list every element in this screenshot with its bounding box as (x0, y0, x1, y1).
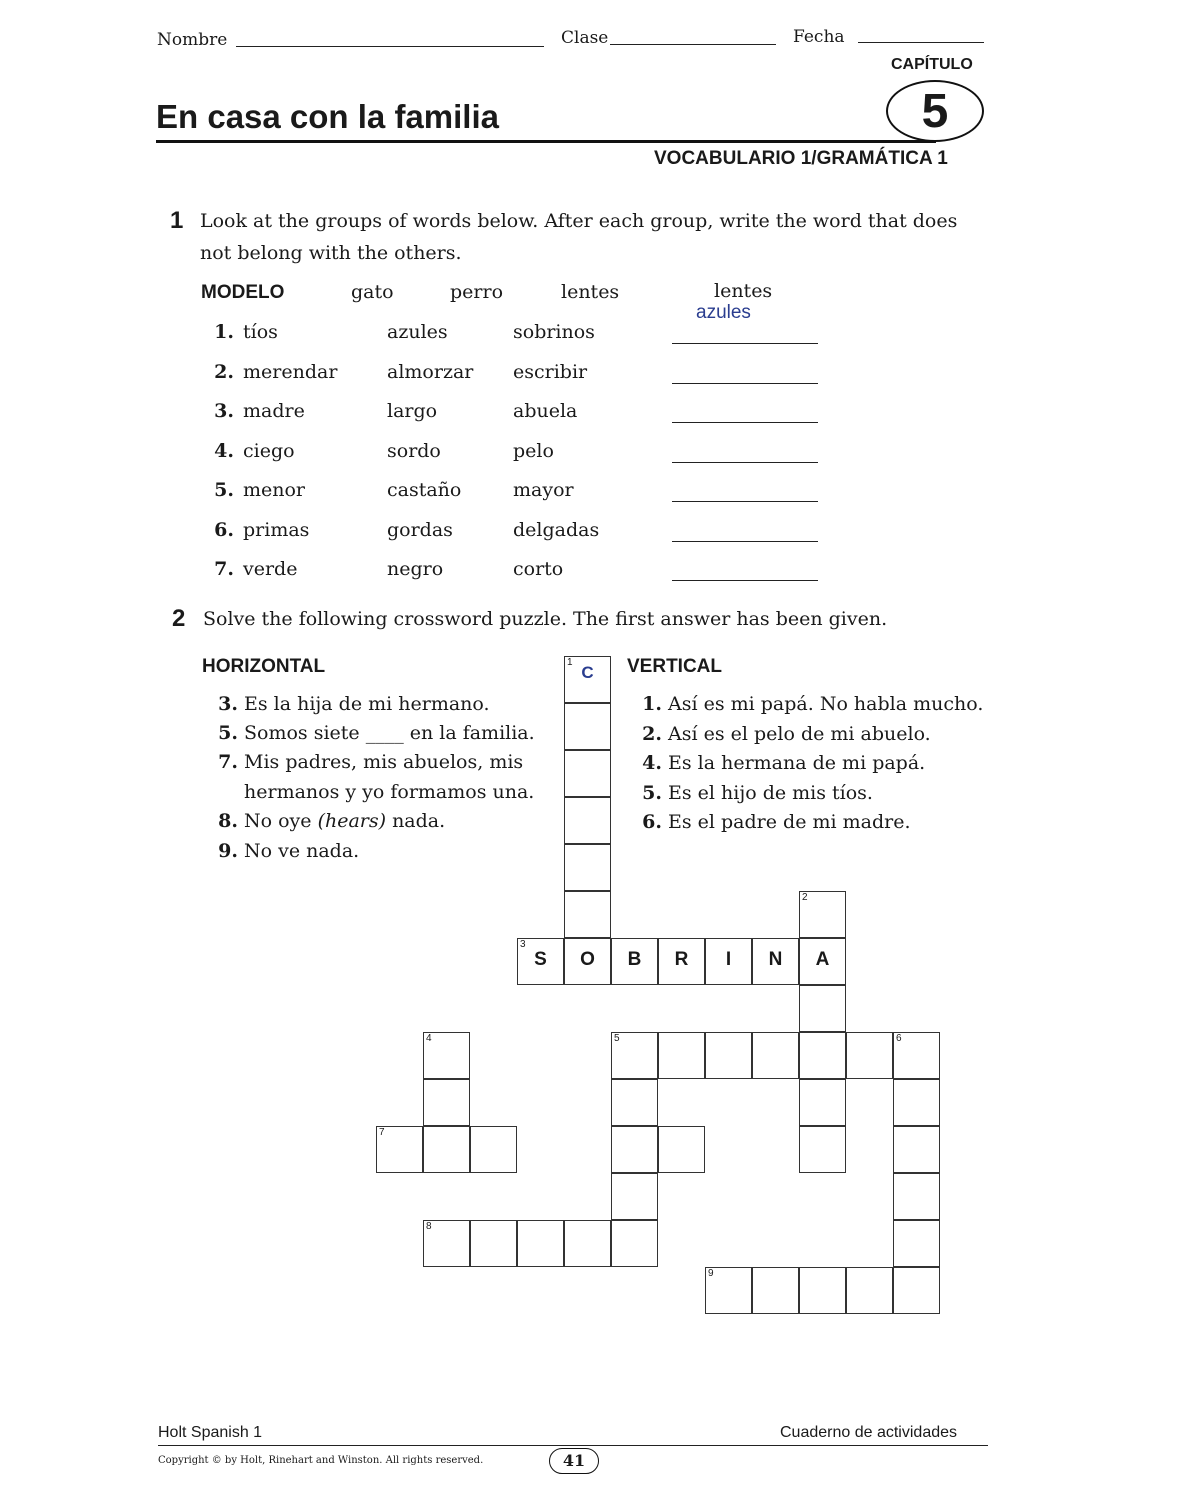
exercise-2-number: 2 (172, 605, 186, 632)
crossword-cell[interactable] (470, 1126, 517, 1173)
crossword-cell[interactable] (799, 985, 846, 1032)
clue-number: 2. (642, 722, 662, 745)
answer-blank[interactable] (672, 580, 818, 581)
modelo-answer: lentes (714, 280, 773, 302)
crossword-cell[interactable] (658, 1126, 705, 1173)
crossword-cell[interactable] (893, 1032, 940, 1079)
cell-letter: B (627, 949, 642, 970)
item-word-3: mayor (513, 479, 574, 501)
item-number: 6. (214, 519, 234, 541)
cell-letter: N (768, 949, 783, 970)
crossword-cell[interactable] (752, 938, 799, 985)
clue-text: Mis padres, mis abuelos, mis (244, 751, 524, 773)
item-word-3: pelo (513, 440, 554, 462)
answer-blank[interactable] (672, 541, 818, 542)
exercise-1-instruction (200, 205, 957, 269)
nombre-field[interactable] (236, 46, 544, 47)
title-rule (156, 140, 936, 143)
horizontal-clue (214, 719, 535, 749)
crossword-cell[interactable] (611, 1079, 658, 1126)
clue-text: Es el hijo de mis tíos. (668, 781, 873, 804)
answer-blank[interactable] (672, 501, 818, 502)
item-word-3: delgadas (513, 519, 600, 541)
clue-text: Es la hija de mi hermano. (244, 693, 490, 715)
crossword-cell[interactable] (564, 703, 611, 750)
clue-number: 8. (218, 810, 238, 832)
vertical-clue (638, 749, 925, 779)
capitulo-label: CAPÍTULO (891, 56, 973, 73)
written-answer: azules (696, 302, 751, 323)
nombre-label: Nombre (157, 30, 228, 50)
cell-letter: O (580, 949, 595, 970)
clue-text: Es el padre de mi madre. (668, 811, 911, 833)
clue-text-after: nada. (386, 810, 446, 832)
crossword-cell[interactable] (799, 938, 846, 985)
horizontal-clue (214, 748, 534, 807)
item-number: 1. (214, 321, 234, 343)
crossword-cell[interactable] (564, 1220, 611, 1267)
crossword-cell[interactable] (611, 938, 658, 985)
answer-blank[interactable] (672, 343, 818, 344)
crossword-cell[interactable] (705, 1267, 752, 1314)
item-number: 4. (214, 440, 234, 462)
crossword-cell[interactable] (705, 1032, 752, 1079)
vertical-clue (638, 808, 911, 838)
crossword-cell[interactable] (658, 938, 705, 985)
fecha-label: Fecha (793, 27, 845, 47)
crossword-cell[interactable] (705, 938, 752, 985)
item-word-1: menor (243, 479, 306, 501)
item-number: 2. (214, 361, 234, 383)
crossword-cell[interactable] (611, 1126, 658, 1173)
clue-text: Somos siete ____ en la familia. (244, 722, 535, 744)
crossword-cell[interactable] (564, 891, 611, 938)
item-word-1: ciego (243, 440, 295, 462)
exercise-2-instruction: Solve the following crossword puzzle. The first answer has been given. (203, 608, 888, 630)
item-word-1: merendar (243, 361, 338, 383)
crossword-cell[interactable] (376, 1126, 423, 1173)
item-word-2: sordo (387, 440, 441, 462)
crossword-cell[interactable] (799, 891, 846, 938)
crossword-cell[interactable] (611, 1032, 658, 1079)
item-word-1: tíos (243, 321, 278, 343)
crossword-cell[interactable] (423, 1126, 470, 1173)
modelo-word-3: lentes (561, 281, 620, 303)
modelo-label: MODELO (201, 282, 285, 303)
clue-number: 5. (642, 781, 662, 804)
crossword-cell[interactable] (799, 1032, 846, 1079)
clase-field[interactable] (610, 44, 776, 45)
cell-letter: S (534, 949, 547, 970)
crossword-cell[interactable] (846, 1267, 893, 1314)
clase-label: Clase (561, 28, 609, 48)
item-word-2: castaño (387, 479, 462, 501)
clue-text: No ve nada. (244, 840, 360, 862)
clue-number: 3. (218, 693, 238, 715)
crossword-cell[interactable] (799, 1079, 846, 1126)
clue-number: 4. (642, 752, 662, 774)
exercise-1-number: 1 (170, 207, 184, 234)
crossword-cell[interactable] (893, 1267, 940, 1314)
crossword-cell[interactable] (799, 1126, 846, 1173)
item-word-2: negro (387, 558, 444, 580)
item-word-1: primas (243, 519, 310, 541)
cell-number: 5 (614, 1033, 620, 1044)
crossword-cell[interactable] (846, 1032, 893, 1079)
horizontal-clue (214, 807, 445, 837)
crossword-cell[interactable] (752, 1032, 799, 1079)
crossword-cell[interactable] (564, 844, 611, 891)
item-number: 5. (214, 479, 234, 501)
footer-copyright: Copyright © by Holt, Rinehart and Winston. All rights reserved. (158, 1455, 484, 1466)
fecha-field[interactable] (858, 42, 984, 43)
crossword-cell[interactable] (564, 656, 611, 703)
footer-workbook: Cuaderno de actividades (780, 1424, 958, 1441)
clue-text: Así es el pelo de mi abuelo. (668, 722, 931, 745)
chapter-title: En casa con la familia (156, 98, 499, 135)
modelo-word-1: gato (351, 281, 394, 303)
cell-letter: C (581, 663, 594, 682)
item-word-2: largo (387, 400, 438, 422)
cell-number: 2 (802, 892, 808, 903)
crossword-cell[interactable] (517, 938, 564, 985)
clue-text: Es la hermana de mi papá. (668, 752, 926, 774)
crossword-cell[interactable] (564, 797, 611, 844)
item-word-3: abuela (513, 400, 578, 422)
cell-letter: A (815, 949, 830, 970)
crossword-cell[interactable] (423, 1220, 470, 1267)
item-number: 3. (214, 400, 234, 422)
item-word-2: gordas (387, 519, 453, 541)
clue-number: 5. (218, 722, 238, 744)
item-word-3: corto (513, 558, 564, 580)
item-word-1: madre (243, 400, 305, 422)
crossword-cell[interactable] (470, 1220, 517, 1267)
page-number: 41 (549, 1448, 599, 1474)
crossword-cell[interactable] (752, 1267, 799, 1314)
clue-italic: (hears) (317, 810, 387, 832)
cell-number: 1 (567, 657, 573, 668)
chapter-number-badge (886, 80, 984, 142)
vertical-label: VERTICAL (627, 656, 722, 677)
crossword-cell[interactable] (517, 1220, 564, 1267)
exercise-1-instruction-line1: Look at the groups of words below. After each group, write the word that does (200, 210, 958, 232)
crossword-cell[interactable] (893, 1079, 940, 1126)
horizontal-clue (214, 690, 490, 720)
crossword-cell[interactable] (893, 1126, 940, 1173)
answer-blank[interactable] (672, 462, 818, 463)
vertical-clue (638, 690, 983, 720)
section-label: VOCABULARIO 1/GRAMÁTICA 1 (654, 148, 948, 169)
clue-continuation: hermanos y yo formamos una. (244, 780, 535, 803)
cell-number: 3 (520, 939, 526, 950)
clue-text: Así es mi papá. No habla mucho. (668, 693, 984, 715)
clue-number: 7. (218, 751, 238, 773)
vertical-clue (638, 720, 931, 750)
cell-number: 6 (896, 1033, 902, 1044)
item-word-2: azules (387, 321, 448, 343)
cell-number: 7 (379, 1127, 385, 1138)
cell-number: 9 (708, 1268, 714, 1279)
vertical-clue (638, 779, 873, 809)
crossword-cell[interactable] (658, 1032, 705, 1079)
exercise-1-instruction-line2: not belong with the others. (200, 242, 462, 264)
cell-number: 4 (426, 1033, 432, 1044)
crossword-cell[interactable] (611, 1173, 658, 1220)
answer-blank[interactable] (672, 383, 818, 384)
clue-number: 6. (642, 811, 662, 833)
footer-book-title: Holt Spanish 1 (158, 1424, 263, 1441)
modelo-word-2: perro (450, 281, 504, 303)
horizontal-clue (214, 837, 359, 867)
crossword-cell[interactable] (799, 1267, 846, 1314)
cell-letter: R (674, 949, 689, 970)
chapter-number: 5 (921, 84, 949, 138)
crossword-cell[interactable] (564, 938, 611, 985)
crossword-cell[interactable] (423, 1079, 470, 1126)
crossword-cell[interactable] (893, 1220, 940, 1267)
item-word-3: escribir (513, 361, 588, 383)
clue-text: No oye (244, 810, 318, 832)
cell-number: 8 (426, 1221, 432, 1232)
cell-letter: I (725, 949, 732, 970)
item-word-2: almorzar (387, 361, 474, 383)
item-word-1: verde (243, 558, 298, 580)
clue-number: 1. (642, 693, 662, 715)
item-number: 7. (214, 558, 234, 580)
footer-rule (158, 1445, 988, 1446)
crossword-cell[interactable] (611, 1220, 658, 1267)
horizontal-label: HORIZONTAL (202, 656, 326, 677)
crossword-cell[interactable] (564, 750, 611, 797)
crossword-cell[interactable] (893, 1173, 940, 1220)
clue-number: 9. (218, 840, 238, 862)
item-word-3: sobrinos (513, 321, 595, 343)
crossword-cell[interactable] (423, 1032, 470, 1079)
answer-blank[interactable] (672, 422, 818, 423)
